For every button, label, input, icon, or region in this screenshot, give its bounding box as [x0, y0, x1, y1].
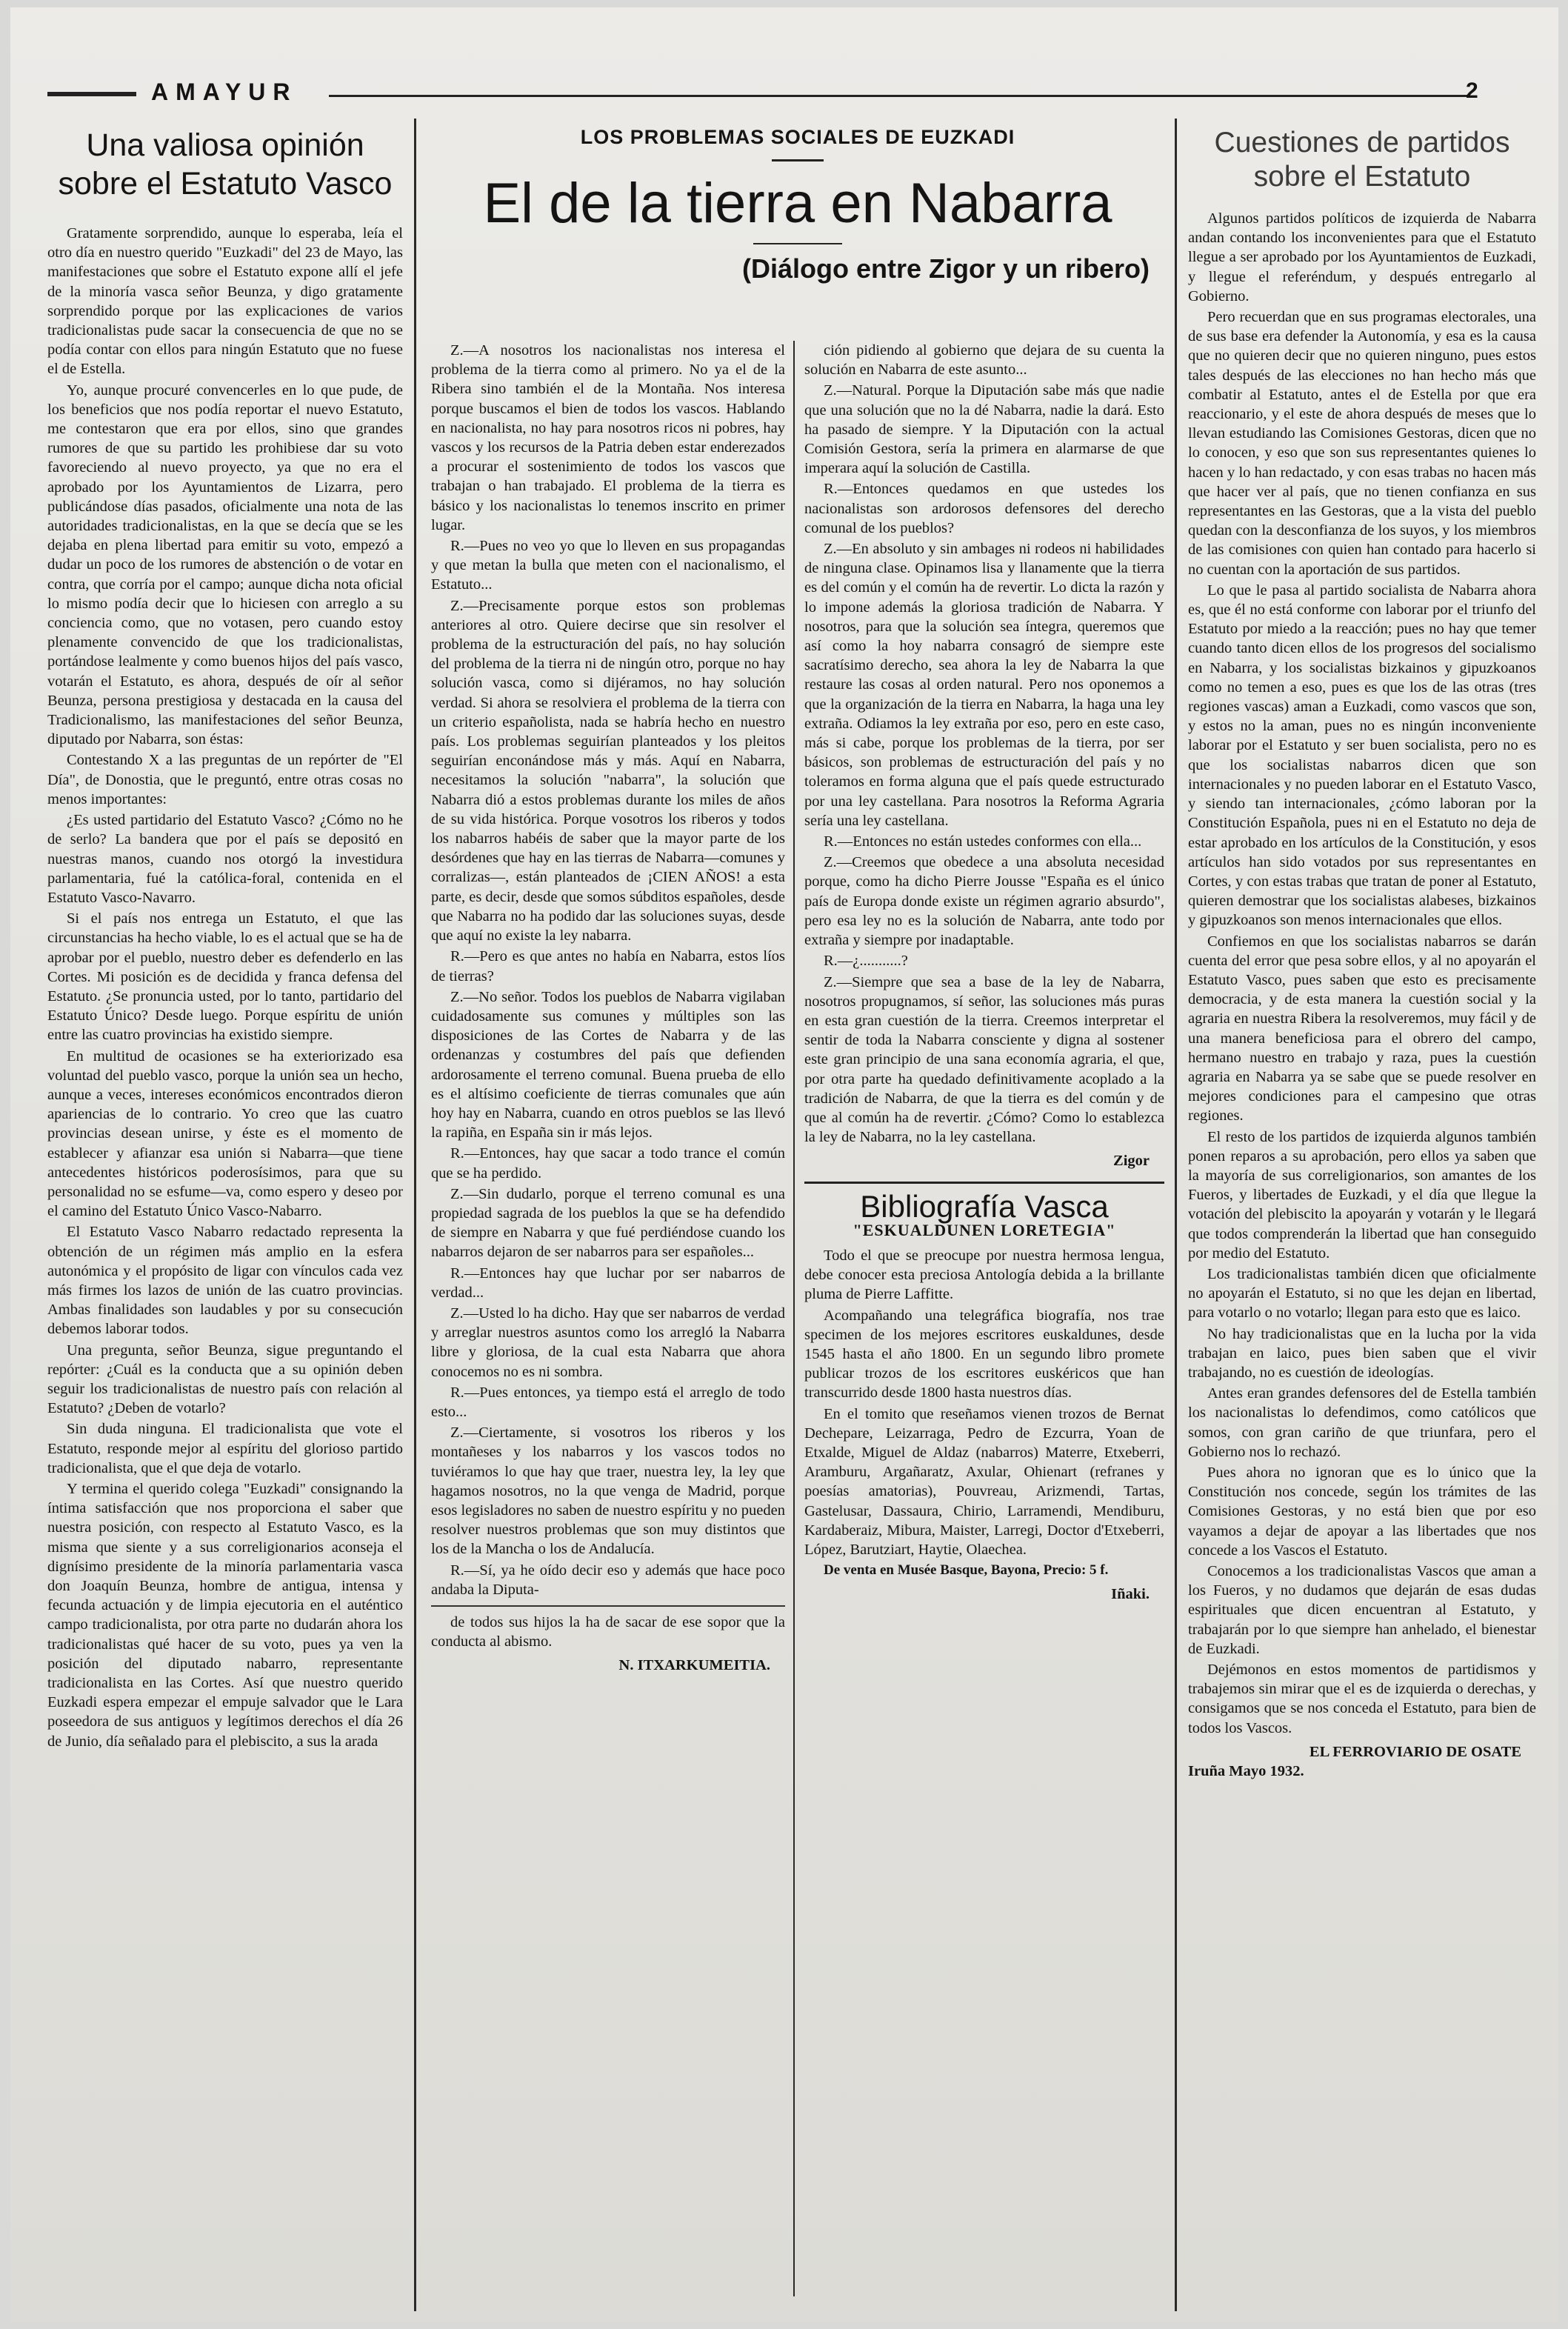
biblio-paragraph: Todo el que se preocupe por nuestra hermosa lengua, debe conocer esta preciosa Antología debida a la brillante pluma de Pierre Laffitte.: [804, 1247, 1164, 1303]
dialogue-paragraph: R.—Pues entonces, ya tiempo está el arreglo de todo esto...: [431, 1384, 785, 1420]
biblio-title: Bibliografía Vasca: [860, 1188, 1109, 1224]
page-number: 2: [1466, 79, 1478, 103]
biblio-top-rule: [804, 1182, 1164, 1184]
biblio-signature: Iñaki.: [1111, 1586, 1150, 1603]
newspaper-page: [10, 7, 1558, 2322]
section-title: LOS PROBLEMAS SOCIALES DE EUZKADI: [580, 126, 1015, 148]
right-paragraph: Pues ahora no ignoran que es lo único que la Constitución nos concede, según los trámites de las Comisiones Gestoras, y no está bien que por eso vayamos a dejar de apoyar a las libertades que nos concede a los Vascos el Estatuto.: [1188, 1465, 1536, 1559]
dialogue-paragraph: Z.—Creemos que obedece a una absoluta necesidad porque, como ha dicho Pierre Jousse "España es el único país de Europa donde existe un régimen agrario absurdo", pero esa ley no es la solución de Nabarra, ante todo por extraña y siempre por inadaptable.: [804, 854, 1164, 949]
right-paragraph: Dejémonos en estos momentos de partidismos y trabajemos sin mirar que el es de izquierda o derechas, y consigamos que se nos conceda el Estatuto, para bien de todos los Vascos.: [1188, 1662, 1536, 1736]
dialogue-paragraph: R.—Pues no veo yo que lo lleven en sus propagandas y que metan la bulla que meten con el nacionalismo, el Estatuto...: [431, 538, 785, 593]
dialogue-paragraph: R.—Entonces no están ustedes conformes con ella...: [824, 833, 1142, 850]
right-paragraph: Pero recuerdan que en sus programas electorales, una de sus base era defender la Autonomía, y esa es la causa que no quieren decir que no quieren ninguno, pues estos tales después de las elecciones no han hecho más que combatir al Estatuto, antes el de Estella por que era reaccionario, y el este de ahora después de meses que lo llevan estudiando las Comisiones Gestoras, dicen que no lo conocen, y eso que son sus representantes quienes lo hacen y lo han redactado, y con esas trabas no hacen más que hacer ver al país, que no tienen confianza en sus representantes en las Gestoras, que a la vista del pueblo quedan con la desconfianza de los suyos, y los miembros de las comisiones con quien han contado para hacerlo si no cuentan con la aportación de sus partidos.: [1188, 309, 1536, 578]
masthead: [47, 79, 1492, 108]
right-headline: Cuestiones de partidos sobre el Estatuto: [1214, 127, 1510, 193]
left-article-signature: N. ITXARKUMEITIA.: [618, 1657, 770, 1674]
column-divider: [793, 341, 795, 2296]
right-paragraph: Antes eran grandes defensores del de Estella también los nacionalistas lo defendimos, como católicos que somos, con gran cariño de que triunfara, pero el Gobierno nos lo rechazó.: [1188, 1385, 1536, 1460]
left-paragraph: Una pregunta, señor Beunza, sigue preguntando el repórter: ¿Cuál es la conducta que a su opinión deben seguir los tradicionalistas de nuestro país con relación al Estatuto? ¿Deben de votarlo?: [47, 1342, 403, 1417]
right-paragraph: No hay tradicionalistas que en la lucha por la vida trabajan en laico, pues bien saben que el vivir trabajando, no es cuestión de ideologías.: [1188, 1325, 1536, 1381]
left-paragraph: Yo, aunque procuré convencerles en lo que pude, de los beneficios que nos podía reportar el nuevo Estatuto, me contestaron que era por ellos, sino que grandes rumores de que su partido les prohibiese dar su voto favoreciendo al nuevo proyecto, ya que no era el aprobado por los Ayuntamientos de Lizarra, pero publicándose días pasados, oficialmente una nota de las autoridades tradicionalistas, en la que se decía que se les dejaba en plena libertad para emitir su voto, empezó a dudar un poco de los rumores de abstención o de votar en contra, que corría por el campo; aunque dicha nota oficial lo mismo podía decir que lo hiciesen con arreglo a su conciencia como, que no votasen, pero cuando estoy plenamente convencido de que los tradicionalistas, portándose lealmente y como buenos hijos del país vasco, votarán el Estatuto, es ahora, después de oír al señor Beunza, persona prestigiosa y destacada en la causa del Tradicionalismo, las manifestaciones del señor Beunza, diputado por Nabarra, son éstas:: [47, 381, 403, 748]
left-paragraph: ¿Es usted partidario del Estatuto Vasco? ¿Cómo no he de serlo? La bandera que por el país se depositó en nuestras manos, cuando nos otorgó la investidura parlamentaria, fué la católica-foral, contenida en el Estatuto Vasco-Navarro.: [47, 812, 403, 906]
left-paragraph: En multitud de ocasiones se ha exteriorizado esa voluntad del pueblo vasco, porque la unión sea un hecho, aunque a veces, intereses económicos encontrados dieron apariencias de lo contrario. Yo creo que las cuatro provincias desean unirse, y éste es el momento de establecer y afianzar esa unión si Nabarra—que tiene antecedentes históricos poderosísimos, para que su personalidad no se esfume—va, como espero y deseo por el camino del Estatuto Único Vasco-Nabarro.: [47, 1047, 403, 1220]
dialogue-paragraph: Z.—A nosotros los nacionalistas nos interesa el problema de la tierra como al primero. No ya el de la Ribera sino también el de la Montaña. Nos interesa porque buscamos el bien de todos los vascos. Hablando en nacionalista, no hay para nosotros ricos ni pobres, hay vascos y los recursos de la Patria deben estar enderezados a procurar el sostenimiento de todos los vascos que trabajan o han trabajado. El problema de la tierra es básico y los nacionalistas lo tenemos inscrito en primer lugar.: [431, 342, 785, 533]
right-paragraph: Los tradicionalistas también dicen que oficialmente no apoyarán el Estatuto, si no que les dejan en libertad, para votarlo o no votarlo; llegan para esto que es laico.: [1188, 1265, 1536, 1322]
center-headline: El de la tierra en Nabarra: [483, 172, 1112, 235]
right-signature: EL FERROVIARIO DE OSATE: [1309, 1743, 1521, 1760]
dialogue-paragraph: R.—Pero es que antes no había en Nabarra, estos líos de tierras?: [431, 948, 785, 984]
dialogue-paragraph: Z.—Siempre que sea a base de la ley de Nabarra, nosotros propugnamos, sí señor, las soluciones más puras en esta gran cuestión de la tierra. Creemos interpretar el sentir de toda la Nabarra consciente y digna al sostener este gran principio de una sana economía agraria, el que, por otra parte ha quedado definitivamente acoplado a la tradición de Nabarra, de que la tierra es del común y de que al común ha de revertir. ¿Cómo? Como lo establezca la ley de Nabarra, no la ley castellana.: [804, 973, 1164, 1146]
center-subheadline: (Diálogo entre Zigor y un ribero): [741, 253, 1150, 284]
left-paragraph: Sin duda ninguna. El tradicionalista que vote el Estatuto, responde mejor al espíritu del glorioso partido tradicionalista, que el que deja de votarlo.: [47, 1421, 403, 1476]
right-paragraph: Lo que le pasa al partido socialista de Nabarra ahora es, que él no está conforme con laborar por el triunfo del Estatuto por miedo a la reacción; pues no hay que temer cuando tanto dicen ellos de los progresos del socialismo en Nabarra, y los socialistas bizkainos y gipuzkoanos como no temen a eso, pues es que los de las otras (tres regiones vascas) aman a Euzkadi, como vascos que son, y estos no la aman, pues no es ningún inconveniente laborar por el Estatuto y ser buen socialista, pero no es que los socialistas nabarros dicen que son internacionales y no pueden laborar en el Estatuto Vasco, y siendo tan internacionales, ¿cómo laboran por la Constitución Española, pues ni en el Estatuto no deja de estar aprobado en los artículos de la Constitución, y esos artículos han sido votados por sus representantes en Cortes, y con estas trabas que tratan de poner al Estatuto, quieren demostrar que los socialistas alabeses, bizkainos y gipuzkoanos son menos internacionales que ellos.: [1188, 582, 1536, 929]
biblio-paragraph: Acompañando una telegráfica biografía, nos trae specimen de los mejores escritores euskaldunes, desde 1545 hasta el año 1800. En un segundo libro promete publicar trozos de los escritores euskéricos que han transcurrido desde 1800 hasta nuestros días.: [804, 1307, 1164, 1402]
right-column: [1188, 126, 1536, 2304]
dialogue-paragraph: Z.—Precisamente porque estos son problemas anteriores al otro. Quiere decirse que sin resolver el problema de la estructuración del país, no hay solución del problema de la tierra ni de ningún otro, porque no hay solución vasca, como si dijéramos, no hay solución verdad. Si ahora se resolviera el problema de la tierra con un criterio españolista, nada se habría hecho en nuestro país. Los problemas seguirían planteados y los pleitos seguirían enconándose más y más. Aquí en Nabarra, necesitamos la solución "nabarra", la solución que Nabarra dió a estos problemas durante los miles de años de su vida histórica. Porque vosotros los riberos y todos los nabarros habéis de saber que la mayor parte de los desórdenes que hay en las tierras de Nabarra—comunes y corralizas—, están planteados de ¡CIEN AÑOS! a esta parte, es decir, desde que somos súbditos españoles, desde que Nabarra no ha podido dar las soluciones suyas, desde que aquí no existe la ley nabarra.: [431, 597, 785, 944]
right-paragraph: Confiemos en que los socialistas nabarros se darán cuenta del error que pesa sobre ellos, y al no apoyarán el Estatuto Vasco, pues saben que esto es precisamente democracia, y de esta manera la cuestión social y la agraria en nuestra Ribera la resolveremos, muy fácil y de una manera beneficiosa para el obrero del campo, hermano nuestro en trabajo y raza, pues la cuestión agraria en Nabarra ya se sabe que se puede resolver en mejores condiciones para el campesino que otras regiones.: [1188, 933, 1536, 1124]
right-paragraph: El resto de los partidos de izquierda algunos también ponen reparos a su aprobación, pero ellos ya saben que la mayoría de sus correligionarios, son amantes de los Fueros, y libertades de Euzkadi, y el día que llegue la votación del plebiscito la apoyarán y votarán y le llegará que todos comprenderán la libertad que han conseguido por medio del Estatuto.: [1188, 1128, 1536, 1262]
dialogue-signature: Zigor: [1113, 1153, 1150, 1170]
right-paragraph: Conocemos a los tradicionalistas Vascos que aman a los Fueros, y no dudamos que dejarán de esas dudas espirituales que dicen encuentran al Estatuto, y trabajarán por lo que siempre han anhelado, el bienestar de Euzkadi.: [1188, 1563, 1536, 1657]
center-column-a: [431, 341, 785, 2296]
left-column: [47, 126, 403, 2304]
biblio-subtitle: "ESKUALDUNEN LORETEGIA": [853, 1220, 1116, 1239]
paper-name: AMAYUR: [151, 79, 298, 105]
headline-rule: [753, 243, 842, 244]
left-paragraph: Si el país nos entrega un Estatuto, el que las circunstancias ha hecho viable, lo es el actual que se ha de aprobar por el pueblo, nuestro deber es defenderlo en las Cortes. Mi posición es de decidida y franca defensa del Estatuto. ¿Se pronuncia usted, por lo tanto, partidario del Estatuto Único? Desde luego. Porque espíritu de unión entre las cuatro provincias ha existido siempre.: [47, 910, 403, 1044]
dialogue-paragraph: Z.—Sin dudarlo, porque el terreno comunal es una propiedad sagrada de los pueblos la que se ha defendido de siempre en Nabarra y que fué perdiéndose cuando los nabarros dejaron de ser nabarros para ser españoles...: [431, 1185, 785, 1261]
center-header: [431, 126, 1164, 284]
dialogue-paragraph: Z.—Ciertamente, si vosotros los riberos y los montañeses y los nabarros y los vascos todos no tuviéramos lo que hay que traer, nuestra ley, la ley que hagamos nosotros, no la que venga de Madrid, porque esos legisladores no saben de nuestro espíritu y no pueden resolver nuestros problemas que son muy distintos que los de la Mancha o los de Andalucía.: [431, 1425, 785, 1558]
left-continuation: de todos sus hijos la ha de sacar de ese sopor que la conducta al abismo.: [431, 1614, 785, 1650]
left-paragraph: Contestando X a las preguntas de un repórter de "El Día", de Donostia, que le preguntó, entre otras cosas no menos importantes:: [47, 752, 403, 807]
dialogue-paragraph: R.—¿...........?: [824, 953, 908, 970]
masthead-rule-right: [329, 95, 1469, 97]
left-paragraph: El Estatuto Vasco Nabarro redactado representa la obtención de un régimen más amplio en la esfera autonómica y el propósito de ligar con vínculos cada vez más firmes los lazos de unión de las cuatro provincias. Ambas finalidades son laudables y por su consecución debemos laborar todos.: [47, 1224, 403, 1338]
dialogue-paragraph: Z.—Usted lo ha dicho. Hay que ser nabarros de verdad y arreglar nuestros asuntos como los arregló la Nabarra libre y gloriosa, de la cual esta Nabarra que ahora conocemos no es ni sombra.: [431, 1305, 785, 1380]
dialogue-paragraph: Z.—Natural. Porque la Diputación sabe más que nadie que una solución que no la dé Nabarra, nadie la dará. Esto ha pasado de siempre. Y la Diputación con la actual Comisión Gestora, sería la primera en alarmarse de que imperara aquí la solución de Castilla.: [804, 382, 1164, 477]
dialogue-paragraph: R.—Entonces hay que luchar por ser nabarros de verdad...: [431, 1265, 785, 1301]
biblio-paragraph: En el tomito que reseñamos vienen trozos de Bernat Dechepare, Leizarraga, Pedro de Ezcurra, Yoan de Etxalde, Miguel de Aldaz (nabarros) Materre, Etxeberri, Aramburu, Argañaratz, Axular, Ohienart (refranes y poesías amatorias), Pouvreau, Arizmendi, Tartas, Gastelusar, Dassaura, Chirio, Larramendi, Mendiburu, Kardaberaiz, Mibura, Maister, Larregi, Doctor d'Etxeberri, López, Barutziart, Haytie, Olaechea.: [804, 1405, 1164, 1558]
section-rule: [772, 159, 824, 161]
dialogue-paragraph: R.—Entonces, hay que sacar a todo trance el común que se ha perdido.: [431, 1145, 785, 1182]
dialogue-paragraph: ción pidiendo al gobierno que dejara de su cuenta la solución en Nabarra de este asunto...: [804, 342, 1164, 379]
right-dateline: Iruña Mayo 1932.: [1188, 1763, 1304, 1780]
masthead-rule-left: [47, 92, 136, 96]
center-column-b: [804, 341, 1164, 2296]
column-divider: [1175, 119, 1177, 2311]
left-headline: Una valiosa opinión sobre el Estatuto Vasco: [58, 127, 393, 201]
dialogue-paragraph: Z.—En absoluto y sin ambages ni rodeos ni habilidades de ninguna clase. Opinamos lisa y llanamente que la tierra es del común y el común ha de revertir. Lo dicta la razón y lo impone además la gloriosa tradición de Nabarra. Y nosotros, para que la solución sea íntegra, queremos que así como la hoy nabarra consagró de siempre este sacratísimo derecho, sea ahora la ley de Nabarra la que restaure las cosas al orden natural. Pero nos oponemos a que la organización de la tierra en Nabarra, la haga una ley extraña. Odiamos la ley extraña por eso, pero en este caso, más si cabe, porque los problemas de la tierra, por ser básicos, son problemas de estructuración del país y no toleramos en forma alguna que el país quede estructurado por una ley castellana. Para nosotros la Reforma Agraria sería una ley castellana.: [804, 541, 1164, 829]
right-paragraph: Algunos partidos políticos de izquierda de Nabarra andan contando los inconvenientes para que el Estatuto llegue a ser aprobado por los Ayuntamientos de Euzkadi, y llegue el referéndum, y después entregarlo al Gobierno.: [1188, 210, 1536, 304]
biblio-footer: De venta en Musée Basque, Bayona, Precio: 5 f.: [824, 1562, 1109, 1579]
dialogue-paragraph: R.—Sí, ya he oído decir eso y además que hace poco andaba la Diputa-: [431, 1562, 785, 1598]
dialogue-paragraph: Z.—No señor. Todos los pueblos de Nabarra vigilaban cuidadosamente sus comunes y múltiples son las disposiciones de las Cortes de Nabarra y de las ordenanzas y costumbres del país que defienden ardorosamente el terreno comunal. Buena prueba de ello es el altísimo coeficiente de tierras comunales que aún hoy hay en Nabarra, cuando en otros pueblos se las llevó la rapiña, en España sin ir más lejos.: [431, 988, 785, 1142]
left-paragraph: Y termina el querido colega "Euzkadi" consignando la íntima satisfacción que nos proporciona el saber que nuestra posición, con respecto al Estatuto Vasco, es la misma que siente y a sus correligionarios aconseja el dignísimo presidente de la minoría parlamentaria vasca don Joaquín Beunza, hombre de antigua, intensa y fecunda actuación y de limpia ejecutoria en el auténtico campo tradicionalista, por otra parte no dudarán ahora los tradicionalistas qué hacer de su voto, pues ya ven la posición del diputado nabarro, representante tradicionalista en las Cortes. Así que nuestro querido Euzkadi espera empezar el empuje salvador que le Lara poseedora de sus antiguos y legítimos derechos el día 26 de Junio, día señalado para el plebiscito, a sus la arada: [47, 1481, 403, 1750]
left-paragraph: Gratamente sorprendido, aunque lo esperaba, leía el otro día en nuestro querido "Euzkadi" del 23 de Mayo, las manifestaciones que sobre el Estatuto expone allí el jefe de la minoría vasca señor Beunza, y digo gratamente sorprendido porque por las explicaciones de varios tradicionalistas pude sacar la consecuencia de que no se podía contar con ellos para ningún Estatuto que no fuese el de Estella.: [47, 225, 403, 378]
dialogue-paragraph: R.—Entonces quedamos en que ustedes los nacionalistas son ardorosos defensores del derecho comunal de los pueblos?: [804, 481, 1164, 536]
article-separator: [431, 1605, 785, 1607]
column-divider: [414, 119, 416, 2311]
